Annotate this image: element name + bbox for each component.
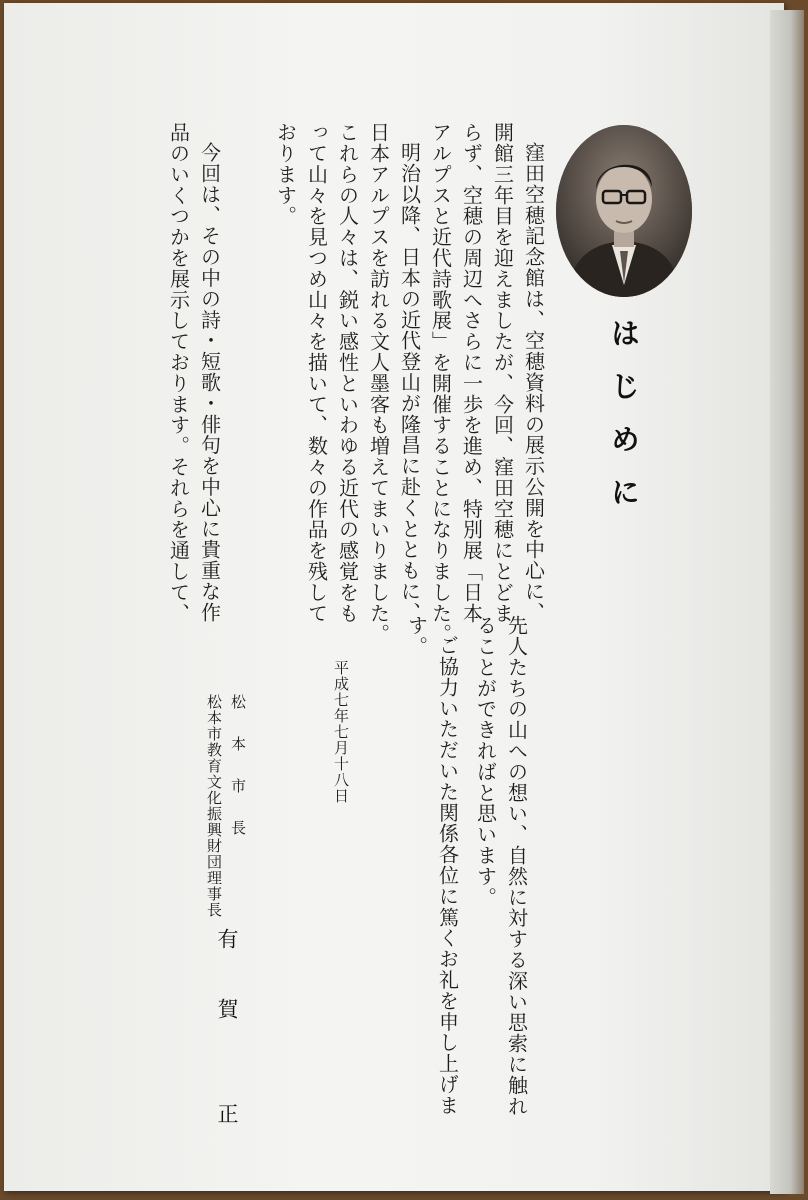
signature-title-mayor: 松 本 市 長 bbox=[229, 694, 247, 841]
text-line: ご協力いただいた関係各位に篤くお礼を申し上げま bbox=[435, 635, 460, 1116]
text-line: 品のいくつかを展示しております。それらを通して、 bbox=[166, 122, 191, 624]
text-line: す。 bbox=[404, 615, 429, 657]
page-title: はじめに bbox=[607, 318, 641, 530]
text-line: アルプスと近代詩歌展」を開催することになりました。 bbox=[428, 122, 453, 645]
text-line: 先人たちの山への想い、自然に対する深い思索に触れ bbox=[504, 615, 529, 1117]
page-edge bbox=[770, 10, 804, 1194]
text-line: 開館三年目を迎えましたが、今回、窪田空穂にとどま bbox=[490, 122, 515, 624]
signature-title-foundation: 松本市教育文化振興財団理事長 bbox=[205, 694, 223, 918]
signature-name: 有 賀 正 bbox=[215, 928, 239, 1138]
text-line: 窪田空穂記念館は、空穂資料の展示公開を中心に、 bbox=[521, 142, 546, 623]
text-line: これらの人々は、鋭い感性といわゆる近代の感覚をも bbox=[335, 122, 360, 624]
author-portrait bbox=[556, 125, 692, 297]
text-line: おります。 bbox=[273, 122, 298, 227]
text-line: ることができればと思います。 bbox=[473, 615, 498, 908]
text-line: らず、空穂の周辺へさらに一歩を進め、特別展「日本 bbox=[459, 122, 484, 624]
text-line: 今回は、その中の詩・短歌・俳句を中心に貴重な作 bbox=[197, 142, 222, 623]
text-line: 明治以降、日本の近代登山が隆昌に赴くとともに、 bbox=[397, 142, 422, 623]
date: 平成七年七月十八日 bbox=[332, 660, 350, 804]
text-line: って山々を見つめ山々を描いて、数々の作品を残して bbox=[304, 122, 329, 624]
text-line: 日本アルプスを訪れる文人墨客も増えてまいりました。 bbox=[366, 122, 391, 645]
